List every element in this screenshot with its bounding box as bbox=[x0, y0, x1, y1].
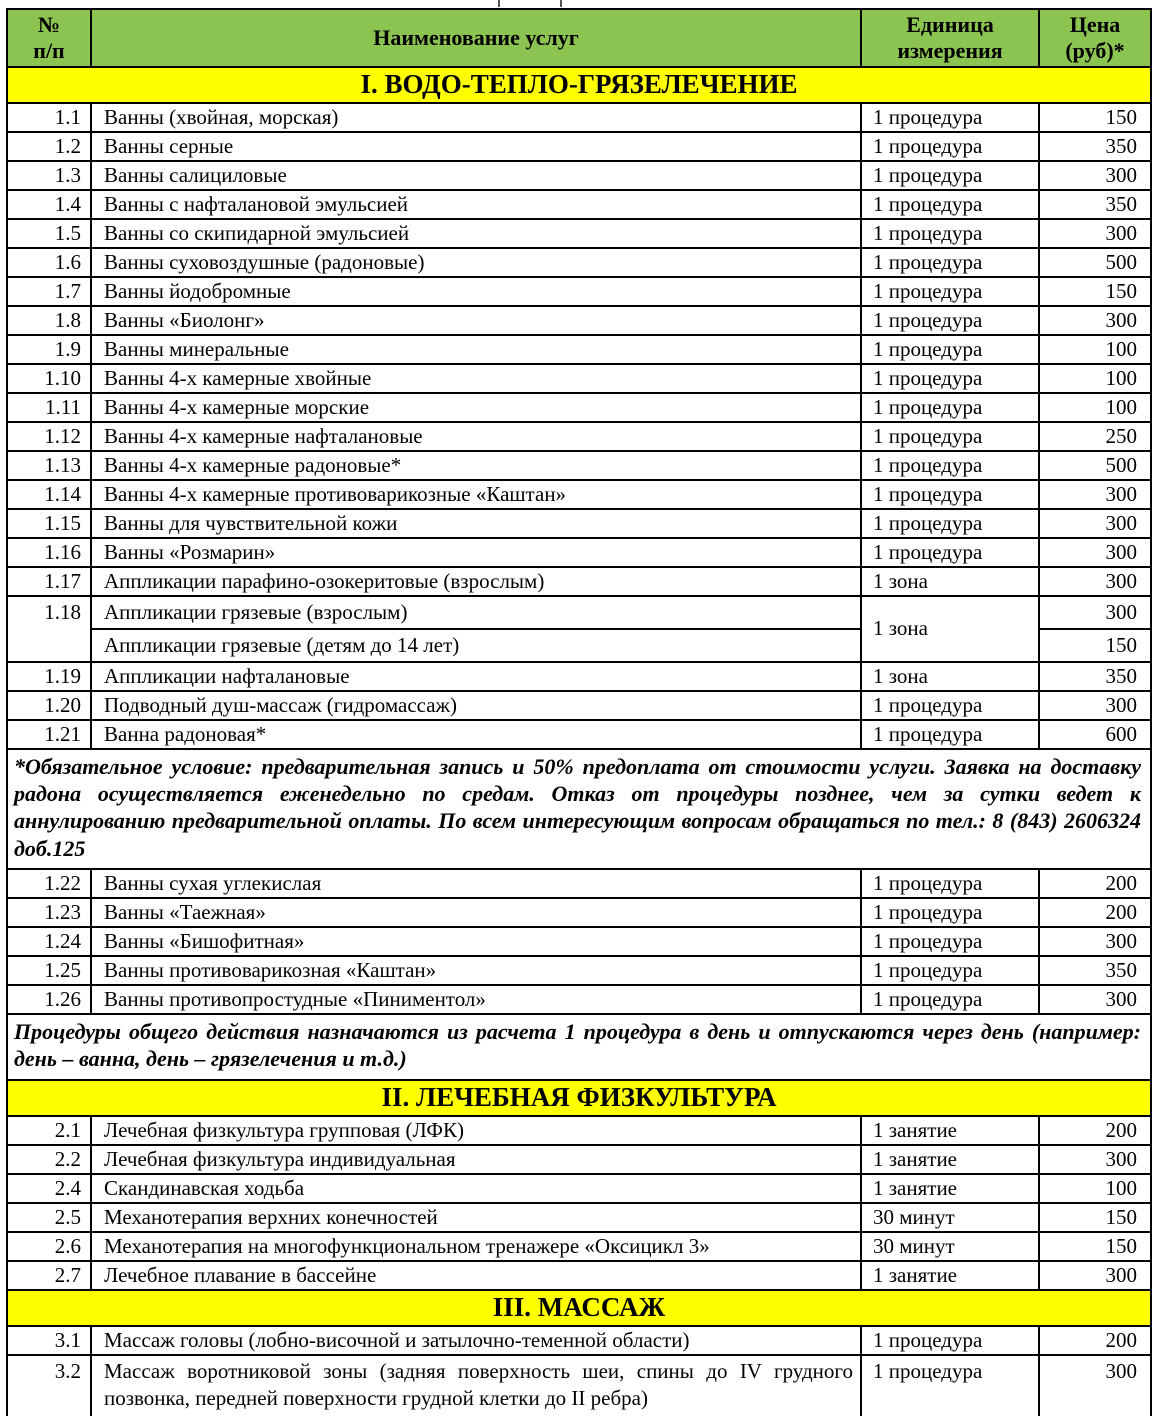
section-header-cell: II. ЛЕЧЕБНАЯ ФИЗКУЛЬТУРА bbox=[7, 1080, 1151, 1116]
unit-cell: 1 занятие bbox=[861, 1145, 1039, 1174]
service-name-cell: Ванны (хвойная, морская) bbox=[91, 103, 861, 132]
price-cell: 100 bbox=[1039, 335, 1151, 364]
row-number-cell: 1.25 bbox=[7, 956, 91, 985]
service-name-cell: Ванны йодобромные bbox=[91, 277, 861, 306]
unit-cell: 1 процедура bbox=[861, 103, 1039, 132]
table-row bbox=[7, 869, 1151, 898]
unit-cell: 1 процедура bbox=[861, 277, 1039, 306]
price-cell: 350 bbox=[1039, 190, 1151, 219]
unit-cell: 1 процедура bbox=[861, 480, 1039, 509]
row-number-cell: 3.2 bbox=[7, 1355, 91, 1416]
unit-cell: 1 процедура bbox=[861, 985, 1039, 1014]
service-name-cell: Лечебная физкультура индивидуальная bbox=[91, 1145, 861, 1174]
table-row bbox=[7, 691, 1151, 720]
table-row bbox=[7, 1326, 1151, 1355]
price-cell: 300 bbox=[1039, 985, 1151, 1014]
price-cell: 300 bbox=[1039, 927, 1151, 956]
price-cell: 300 bbox=[1039, 219, 1151, 248]
row-number-cell: 1.24 bbox=[7, 927, 91, 956]
price-cell: 250 bbox=[1039, 422, 1151, 451]
row-number-cell: 2.6 bbox=[7, 1232, 91, 1261]
table-row bbox=[7, 1232, 1151, 1261]
price-table bbox=[6, 8, 1152, 1416]
service-name-cell: Ванны минеральные bbox=[91, 335, 861, 364]
row-number-cell: 1.7 bbox=[7, 277, 91, 306]
table-row bbox=[7, 277, 1151, 306]
row-number-cell: 1.5 bbox=[7, 219, 91, 248]
price-cell: 500 bbox=[1039, 451, 1151, 480]
service-name-cell: Скандинавская ходьба bbox=[91, 1174, 861, 1203]
price-cell: 300 bbox=[1039, 1355, 1151, 1416]
price-cell: 300 bbox=[1039, 480, 1151, 509]
unit-cell: 1 процедура bbox=[861, 869, 1039, 898]
service-name-cell: Ванны салициловые bbox=[91, 161, 861, 190]
price-cell: 100 bbox=[1039, 393, 1151, 422]
section-header-cell: I. ВОДО-ТЕПЛО-ГРЯЗЕЛЕЧЕНИЕ bbox=[7, 67, 1151, 103]
row-number-cell: 1.8 bbox=[7, 306, 91, 335]
table-row bbox=[7, 248, 1151, 277]
table-row bbox=[7, 567, 1151, 596]
price-cell: 300 bbox=[1039, 596, 1151, 629]
price-cell: 300 bbox=[1039, 567, 1151, 596]
row-number-cell: 1.12 bbox=[7, 422, 91, 451]
price-cell: 150 bbox=[1039, 277, 1151, 306]
service-name-cell: Ванны противопростудные «Пиниментол» bbox=[91, 985, 861, 1014]
unit-cell: 1 процедура bbox=[861, 190, 1039, 219]
service-name-cell: Ванны с нафталановой эмульсией bbox=[91, 190, 861, 219]
table-row bbox=[7, 1174, 1151, 1203]
unit-cell: 1 процедура bbox=[861, 720, 1039, 749]
section-header-cell: III. МАССАЖ bbox=[7, 1290, 1151, 1326]
price-cell: 300 bbox=[1039, 306, 1151, 335]
row-number-cell: 1.4 bbox=[7, 190, 91, 219]
row-number-cell: 1.9 bbox=[7, 335, 91, 364]
row-number-cell: 1.26 bbox=[7, 985, 91, 1014]
note-row bbox=[7, 749, 1151, 869]
table-row bbox=[7, 662, 1151, 691]
price-cell: 350 bbox=[1039, 956, 1151, 985]
service-name-cell: Подводный душ-массаж (гидромассаж) bbox=[91, 691, 861, 720]
service-name-cell: Ванны 4-х камерные радоновые* bbox=[91, 451, 861, 480]
row-number-cell: 2.1 bbox=[7, 1116, 91, 1145]
table-row bbox=[7, 1355, 1151, 1416]
row-number-cell: 1.17 bbox=[7, 567, 91, 596]
service-name-cell: Ванны 4-х камерные хвойные bbox=[91, 364, 861, 393]
table-row bbox=[7, 927, 1151, 956]
price-cell: 200 bbox=[1039, 1326, 1151, 1355]
service-name-cell: Лечебное плавание в бассейне bbox=[91, 1261, 861, 1290]
service-name-cell: Ванны противоварикозная «Каштан» bbox=[91, 956, 861, 985]
table-row bbox=[7, 451, 1151, 480]
section-header-row bbox=[7, 1080, 1151, 1116]
price-table-body bbox=[7, 67, 1151, 1416]
row-number-cell: 1.18 bbox=[7, 596, 91, 662]
table-row bbox=[7, 1261, 1151, 1290]
table-header-row bbox=[7, 9, 1151, 67]
service-name-cell: Ванны «Розмарин» bbox=[91, 538, 861, 567]
service-name-cell: Лечебная физкультура групповая (ЛФК) bbox=[91, 1116, 861, 1145]
price-cell: 150 bbox=[1039, 1232, 1151, 1261]
column-header-num: № п/п bbox=[7, 9, 91, 67]
unit-cell: 1 процедура bbox=[861, 1355, 1039, 1416]
unit-cell: 30 минут bbox=[861, 1203, 1039, 1232]
table-row bbox=[7, 720, 1151, 749]
table-row bbox=[7, 1145, 1151, 1174]
column-header-price: Цена (руб)* bbox=[1039, 9, 1151, 67]
table-row bbox=[7, 335, 1151, 364]
table-row bbox=[7, 190, 1151, 219]
row-number-cell: 1.15 bbox=[7, 509, 91, 538]
row-number-cell: 1.3 bbox=[7, 161, 91, 190]
service-name-cell: Ванна радоновая* bbox=[91, 720, 861, 749]
table-row bbox=[7, 306, 1151, 335]
unit-cell: 1 процедура bbox=[861, 509, 1039, 538]
price-cell: 200 bbox=[1039, 1116, 1151, 1145]
price-cell: 350 bbox=[1039, 662, 1151, 691]
row-number-cell: 1.11 bbox=[7, 393, 91, 422]
row-number-cell: 1.16 bbox=[7, 538, 91, 567]
unit-cell: 1 процедура bbox=[861, 219, 1039, 248]
row-number-cell: 1.23 bbox=[7, 898, 91, 927]
service-name-cell: Ванны «Биолонг» bbox=[91, 306, 861, 335]
top-edge-table-artifact bbox=[498, 0, 562, 7]
service-name-cell: Массаж воротниковой зоны (задняя поверхность шеи, спины до IV грудного позвонка, передней поверхности грудной клетки до II ребра) bbox=[91, 1355, 861, 1416]
column-header-service-name: Наименование услуг bbox=[91, 9, 861, 67]
row-number-cell: 2.5 bbox=[7, 1203, 91, 1232]
table-row bbox=[7, 132, 1151, 161]
service-name-cell: Ванны «Бишофитная» bbox=[91, 927, 861, 956]
table-row bbox=[7, 161, 1151, 190]
table-row bbox=[7, 219, 1151, 248]
service-name-cell: Ванны серные bbox=[91, 132, 861, 161]
table-row bbox=[7, 480, 1151, 509]
unit-cell: 1 зона bbox=[861, 596, 1039, 662]
row-number-cell: 2.2 bbox=[7, 1145, 91, 1174]
unit-cell: 1 занятие bbox=[861, 1116, 1039, 1145]
unit-cell: 1 процедура bbox=[861, 161, 1039, 190]
unit-cell: 30 минут bbox=[861, 1232, 1039, 1261]
row-number-cell: 1.21 bbox=[7, 720, 91, 749]
service-name-cell: Массаж головы (лобно-височной и затылочно-теменной области) bbox=[91, 1326, 861, 1355]
section-header-row bbox=[7, 67, 1151, 103]
column-header-unit: Единица измерения bbox=[861, 9, 1039, 67]
row-number-cell: 3.1 bbox=[7, 1326, 91, 1355]
note-row bbox=[7, 1014, 1151, 1080]
row-number-cell: 1.6 bbox=[7, 248, 91, 277]
unit-cell: 1 процедура bbox=[861, 691, 1039, 720]
service-name-cell: Ванны со скипидарной эмульсией bbox=[91, 219, 861, 248]
price-cell: 600 bbox=[1039, 720, 1151, 749]
table-row bbox=[7, 956, 1151, 985]
row-number-cell: 1.2 bbox=[7, 132, 91, 161]
unit-cell: 1 процедура bbox=[861, 422, 1039, 451]
table-row bbox=[7, 509, 1151, 538]
unit-cell: 1 зона bbox=[861, 567, 1039, 596]
service-name-cell: Ванны сухая углекислая bbox=[91, 869, 861, 898]
row-number-cell: 1.10 bbox=[7, 364, 91, 393]
price-cell: 300 bbox=[1039, 509, 1151, 538]
service-name-cell: Ванны 4-х камерные противоварикозные «Каштан» bbox=[91, 480, 861, 509]
table-row bbox=[7, 985, 1151, 1014]
row-number-cell: 2.4 bbox=[7, 1174, 91, 1203]
table-row bbox=[7, 393, 1151, 422]
row-number-cell: 1.22 bbox=[7, 869, 91, 898]
note-cell: Процедуры общего действия назначаются из расчета 1 процедура в день и отпускаются через день (например: день – ванна, день – грязелечения и т.д.) bbox=[7, 1014, 1151, 1080]
unit-cell: 1 процедура bbox=[861, 248, 1039, 277]
price-cell: 200 bbox=[1039, 869, 1151, 898]
unit-cell: 1 процедура bbox=[861, 956, 1039, 985]
service-name-cell: Ванны 4-х камерные нафталановые bbox=[91, 422, 861, 451]
unit-cell: 1 занятие bbox=[861, 1261, 1039, 1290]
section-header-row bbox=[7, 1290, 1151, 1326]
row-number-cell: 1.13 bbox=[7, 451, 91, 480]
price-cell: 100 bbox=[1039, 364, 1151, 393]
unit-cell: 1 процедура bbox=[861, 132, 1039, 161]
service-name-cell: Ванны суховоздушные (радоновые) bbox=[91, 248, 861, 277]
unit-cell: 1 процедура bbox=[861, 451, 1039, 480]
price-cell: 300 bbox=[1039, 538, 1151, 567]
table-row bbox=[7, 103, 1151, 132]
table-row bbox=[7, 538, 1151, 567]
unit-cell: 1 процедура bbox=[861, 898, 1039, 927]
service-name-cell: Ванны для чувствительной кожи bbox=[91, 509, 861, 538]
unit-cell: 1 процедура bbox=[861, 364, 1039, 393]
price-cell: 300 bbox=[1039, 691, 1151, 720]
price-cell: 300 bbox=[1039, 1261, 1151, 1290]
price-cell: 100 bbox=[1039, 1174, 1151, 1203]
unit-cell: 1 занятие bbox=[861, 1174, 1039, 1203]
unit-cell: 1 процедура bbox=[861, 927, 1039, 956]
table-row-merged-top bbox=[7, 596, 1151, 629]
price-cell: 150 bbox=[1039, 1203, 1151, 1232]
row-number-cell: 1.19 bbox=[7, 662, 91, 691]
table-row bbox=[7, 1203, 1151, 1232]
table-row bbox=[7, 364, 1151, 393]
service-name-cell: Ванны «Таежная» bbox=[91, 898, 861, 927]
unit-cell: 1 зона bbox=[861, 662, 1039, 691]
price-cell: 300 bbox=[1039, 161, 1151, 190]
price-cell: 350 bbox=[1039, 132, 1151, 161]
unit-cell: 1 процедура bbox=[861, 393, 1039, 422]
service-name-cell: Аппликации грязевые (детям до 14 лет) bbox=[91, 629, 861, 662]
row-number-cell: 1.1 bbox=[7, 103, 91, 132]
unit-cell: 1 процедура bbox=[861, 306, 1039, 335]
unit-cell: 1 процедура bbox=[861, 538, 1039, 567]
service-name-cell: Механотерапия верхних конечностей bbox=[91, 1203, 861, 1232]
service-name-cell: Аппликации парафино-озокеритовые (взрослым) bbox=[91, 567, 861, 596]
row-number-cell: 1.14 bbox=[7, 480, 91, 509]
service-name-cell: Аппликации нафталановые bbox=[91, 662, 861, 691]
price-cell: 200 bbox=[1039, 898, 1151, 927]
price-cell: 150 bbox=[1039, 103, 1151, 132]
table-row bbox=[7, 1116, 1151, 1145]
service-name-cell: Механотерапия на многофункциональном тренажере «Оксицикл 3» bbox=[91, 1232, 861, 1261]
row-number-cell: 1.20 bbox=[7, 691, 91, 720]
service-name-cell: Ванны 4-х камерные морские bbox=[91, 393, 861, 422]
unit-cell: 1 процедура bbox=[861, 1326, 1039, 1355]
price-cell: 500 bbox=[1039, 248, 1151, 277]
note-cell: *Обязательное условие: предварительная запись и 50% предоплата от стоимости услуги. Заявка на доставку радона осуществляется еженедельно по средам. Отказ от процедуры позднее, чем за сутки ведет к аннулированию предварительной оплаты. По всем интересующим вопросам обращаться по тел.: 8 (843) 2606324 доб.125 bbox=[7, 749, 1151, 869]
unit-cell: 1 процедура bbox=[861, 335, 1039, 364]
price-cell: 300 bbox=[1039, 1145, 1151, 1174]
row-number-cell: 2.7 bbox=[7, 1261, 91, 1290]
table-row bbox=[7, 898, 1151, 927]
service-name-cell: Аппликации грязевые (взрослым) bbox=[91, 596, 861, 629]
price-cell: 150 bbox=[1039, 629, 1151, 662]
table-row bbox=[7, 422, 1151, 451]
